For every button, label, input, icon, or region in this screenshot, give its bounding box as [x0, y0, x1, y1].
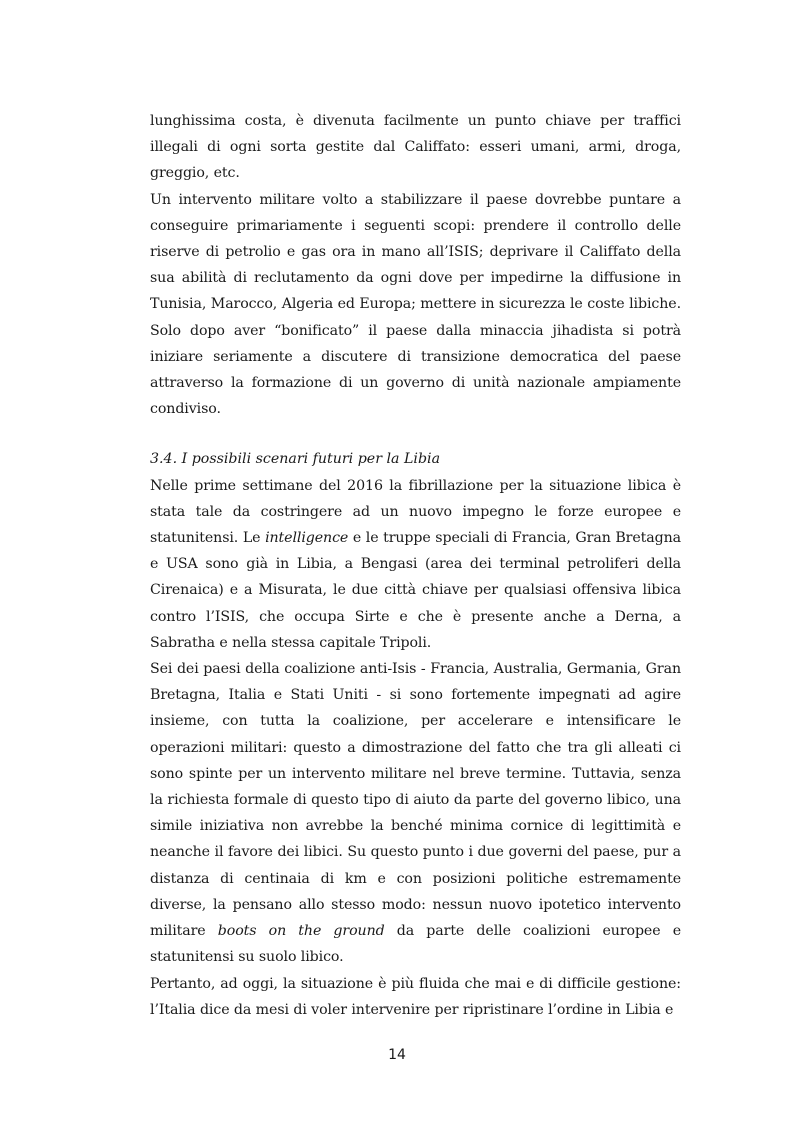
paragraph-4-text-a: Sei dei paesi della coalizione anti-Isis - Francia, Australia, Germania, Gran Bretagna, Italia e Stati Uniti - si sono fortemente impegnati ad agire insieme, con tutta la coalizione, per accelerare e intensificare le operazioni militari: questo a dimostrazione del fatto che tra gli alleati ci sono spinte per un intervento militare nel breve termine. Tuttavia, senza la richiesta formale di questo tipo di aiuto da parte del governo libico, una simile iniziativa non avrebbe la benché minima cornice di legittimità e neanche il favore dei libici. Su questo punto i due governi del paese, pur a distanza di centinaia di km e con posizioni politiche estremamente diverse, la pensano allo stesso modo: nessun nuovo ipotetico intervento militare: [150, 661, 681, 940]
paragraph-1: lunghissima costa, è divenuta facilmente un punto chiave per traffici illegali di ogni sorta gestite dal Califfato: esseri umani, armi, droga, greggio, etc.: [150, 113, 681, 182]
paragraph-3-text-a: Nelle prime settimane del 2016 la fibrillazione per la situazione libica è stata tale da costringere ad un nuovo impegno le forze europee e statunitensi. Le: [150, 477, 681, 547]
paragraph-4-italic-term: boots on the ground: [217, 923, 385, 940]
paragraph-3: [150, 473, 681, 656]
paragraph-5: Pertanto, ad oggi, la situazione è più fluida che mai e di difficile gestione: l’Italia dice da mesi di voler intervenire per ripristinare l’ordine in Libia e: [150, 975, 681, 1018]
paragraph-4: [150, 656, 681, 970]
paragraph-2: Un intervento militare volto a stabilizzare il paese dovrebbe puntare a conseguire primariamente i seguenti scopi: prendere il controllo delle riserve di petrolio e gas ora in mano all’ISIS; deprivare il Califfato della sua abilità di reclutamento da ogni dove per impedirne la diffusione in Tunisia, Marocco, Algeria ed Europa; mettere in sicurezza le coste libiche. Solo dopo aver “bonificato” il paese dalla minaccia jihadista si potrà iniziare seriamente a discutere di transizione democratica del paese attraverso la formazione di un governo di unità nazionale ampiamente condiviso.: [150, 191, 681, 418]
page-number: 14: [388, 1047, 406, 1063]
paragraph-3-italic-term: intelligence: [265, 530, 349, 547]
page-body: [150, 108, 681, 1023]
section-heading: 3.4. I possibili scenari futuri per la Libia: [150, 451, 441, 468]
paragraph-3-text-b: e le truppe speciali di Francia, Gran Bretagna e USA sono già in Libia, a Bengasi (area dei terminal petroliferi della Cirenaica) e a Misurata, le due città chiave per qualsiasi offensiva libica contro l’ISIS, che occupa Sirte e che è presente anche a Derna, a Sabratha e nella stessa capitale Tripoli.: [150, 530, 681, 651]
paragraph-4-text-b: da parte delle coalizioni europee e statunitensi su suolo libico.: [150, 923, 682, 966]
